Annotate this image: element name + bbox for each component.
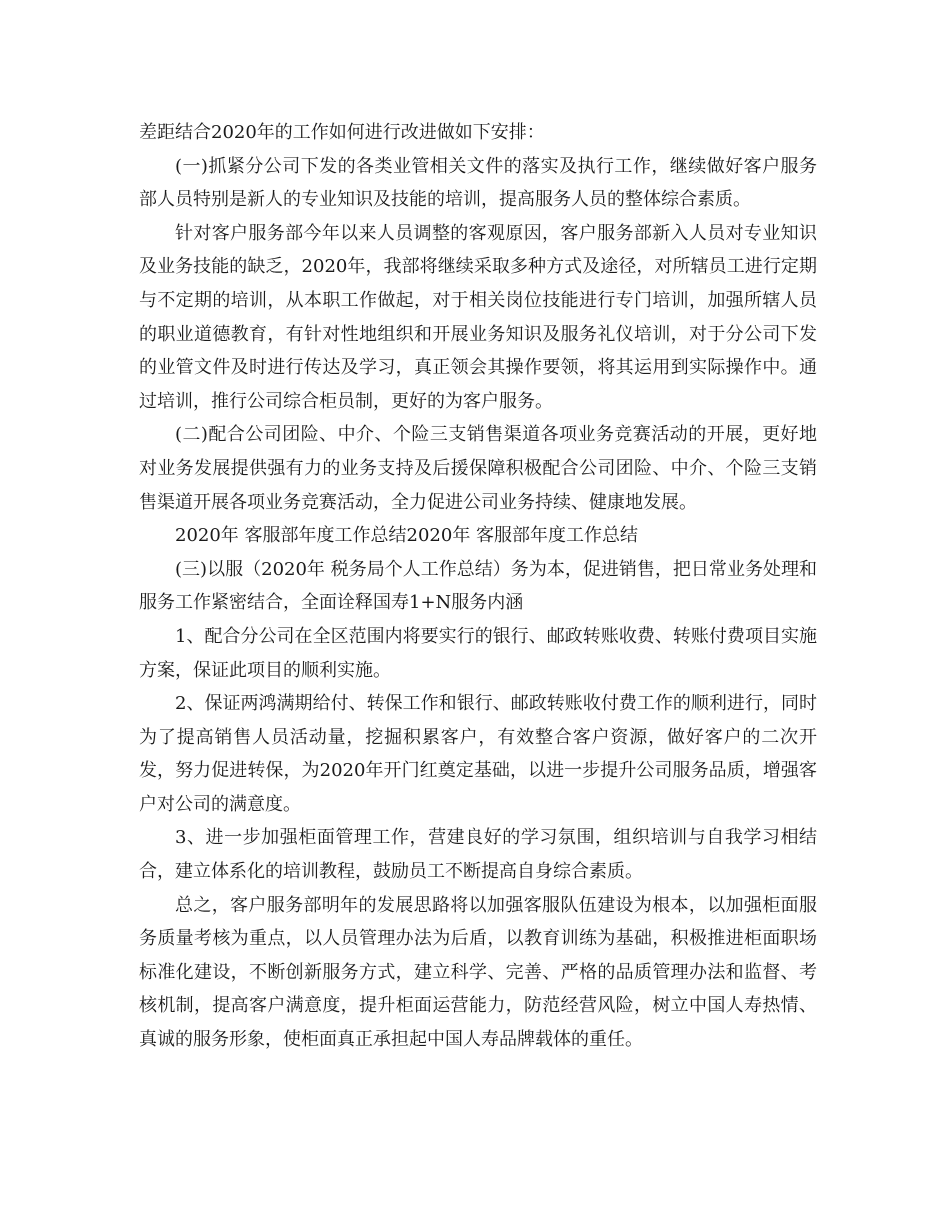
paragraph-item-2: 2、保证两鸿满期给付、转保工作和银行、邮政转账收付费工作的顺利进行，同时为了提高销售人员活动量，挖掘积累客户，有效整合客户资源，做好客户的二次开发，努力促进转保，为2020年开门红奠定基础，以进一步提升公司服务品质，增强客户对公司的满意度。 — [139, 693, 817, 815]
paragraph-section-2: (二)配合公司团险、中介、个险三支销售渠道各项业务竞赛活动的开展，更好地对业务发展提供强有力的业务支持及后援保障积极配合公司团险、中介、个险三支销售渠道开展各项业务竞赛活动，全力促进公司业务持续、健康地发展。 — [139, 424, 817, 513]
paragraph-intro: 差距结合2020年的工作如何进行改进做如下安排： — [139, 122, 545, 143]
paragraph-heading-line: 2020年 客服部年度工作总结2020年 客服部年度工作总结 — [175, 525, 639, 547]
paragraph-item-1: 1、配合分公司在全区范围内将要实行的银行、邮政转账收费、转账付费项目实施方案，保证此项目的顺利实施。 — [139, 625, 817, 681]
paragraph-summary: 总之，客户服务部明年的发展思路将以加强客服队伍建设为根本，以加强柜面服务质量考核为重点，以人员管理办法为后盾，以教育训练为基础，积极推进柜面职场标准化建设，不断创新服务方式，建立科学、完善、严格的品质管理办法和监督、考核机制，提高客户满意度，提升柜面运营能力，防范经营风险，树立中国人寿热情、真诚的服务形象，使柜面真正承担起中国人寿品牌载体的重任。 — [139, 894, 817, 1051]
paragraph-section-3: (三)以服（2020年 税务局个人工作总结）务为本，促进销售，把日常业务处理和服务工作紧密结合，全面诠释国寿1+N服务内涵 — [139, 558, 817, 614]
document-body — [139, 116, 817, 1057]
paragraph-section-1: (一)抓紧分公司下发的各类业管相关文件的落实及执行工作，继续做好客户服务部人员特别是新人的专业知识及技能的培训，提高服务人员的整体综合素质。 — [139, 155, 817, 211]
paragraph-training: 针对客户服务部今年以来人员调整的客观原因，客户服务部新入人员对专业知识及业务技能的缺乏，2020年，我部将继续采取多种方式及途径，对所辖员工进行定期与不定期的培训，从本职工作做起，对于相关岗位技能进行专门培训，加强所辖人员的职业道德教育，有针对性地组织和开展业务知识及服务礼仪培训，对于分公司下发的业管文件及时进行传达及学习，真正领会其操作要领，将其运用到实际操作中。通过培训，推行公司综合柜员制，更好的为客户服务。 — [139, 222, 817, 412]
paragraph-item-3: 3、进一步加强柜面管理工作，营建良好的学习氛围，组织培训与自我学习相结合，建立体系化的培训教程，鼓励员工不断提高自身综合素质。 — [139, 827, 817, 883]
